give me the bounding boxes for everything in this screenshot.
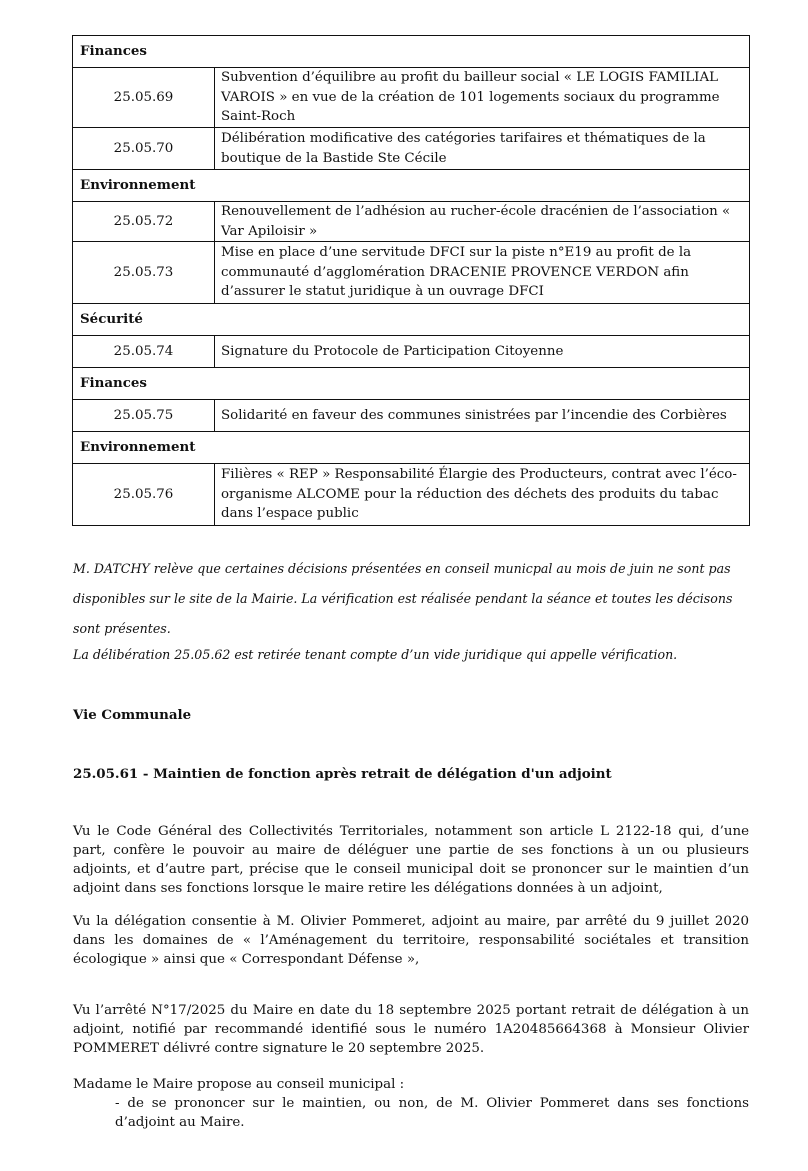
table-row (73, 242, 750, 304)
note-withdrawn-deliberation: La délibération 25.05.62 est retirée tenant compte d’un vide juridique qui appelle vérification. (73, 647, 678, 662)
category-row (73, 304, 750, 336)
paragraph-arrete: Vu l’arrêté N°17/2025 du Maire en date du 18 septembre 2025 portant retrait de délégation à un adjoint, notifié par recommandé identifié sous le numéro 1A20485664368 à Monsieur Olivier POMMERET délivré contre signature le 20 septembre 2025. (73, 1003, 749, 1056)
deliberation-title: Filières « REP » Responsabilité Élargie des Producteurs, contrat avec l’éco-organisme ALCOME pour la réduction des déchets des produits du tabac dans l’espace public (215, 464, 750, 526)
table-row (73, 202, 750, 242)
table-row (73, 400, 750, 432)
deliberation-title: Solidarité en faveur des communes sinistrées par l’incendie des Corbières (215, 400, 750, 432)
deliberations-table (72, 35, 750, 526)
deliberation-number: 25.05.76 (73, 464, 215, 526)
category-label: Environnement (73, 170, 750, 202)
category-label: Finances (73, 36, 750, 68)
deliberation-number: 25.05.74 (73, 336, 215, 368)
section-heading: Vie Communale (73, 707, 192, 723)
proposal-intro: Madame le Maire propose au conseil municipal : (73, 1077, 405, 1092)
proposal-item: - de se prononcer sur le maintien, ou non, de M. Olivier Pommeret dans ses fonctions d’adjoint au Maire. (115, 1096, 749, 1130)
paragraph-delegation: Vu la délégation consentie à M. Olivier Pommeret, adjoint au maire, par arrêté du 9 juillet 2020 dans les domaines de « l’Aménagement du territoire, responsabilité sociétales et transition écologique » ainsi que « Correspondant Défense », (73, 914, 749, 967)
deliberation-number: 25.05.75 (73, 400, 215, 432)
category-row (73, 36, 750, 68)
deliberation-title: Signature du Protocole de Participation Citoyenne (215, 336, 750, 368)
deliberation-heading: 25.05.61 - Maintien de fonction après retrait de délégation d'un adjoint (73, 766, 612, 782)
proposal-block (73, 1075, 749, 1132)
table-row (73, 464, 750, 526)
paragraph-code-general: Vu le Code Général des Collectivités Territoriales, notamment son article L 2122-18 qui, d’une part, confère le pouvoir au maire de déléguer une partie de ses fonctions à un ou plusieurs adjoints, et d’autre part, précise que le conseil municipal doit se prononcer sur le maintien d’un adjoint dans ses fonctions lorsque le maire retire les délégations données à un adjoint, (73, 824, 749, 896)
deliberation-number: 25.05.70 (73, 128, 215, 170)
deliberation-title: Délibération modificative des catégories tarifaires et thématiques de la boutique de la Bastide Ste Cécile (215, 128, 750, 170)
category-label: Sécurité (73, 304, 750, 336)
category-row (73, 368, 750, 400)
table-row (73, 336, 750, 368)
table-row (73, 128, 750, 170)
deliberation-number: 25.05.73 (73, 242, 215, 304)
category-label: Finances (73, 368, 750, 400)
category-row (73, 432, 750, 464)
deliberation-title: Mise en place d’une servitude DFCI sur la piste n°E19 au profit de la communauté d’agglomération DRACENIE PROVENCE VERDON afin d’assurer le statut juridique à un ouvrage DFCI (215, 242, 750, 304)
deliberation-number: 25.05.72 (73, 202, 215, 242)
category-row (73, 170, 750, 202)
note-datchy: M. DATCHY relève que certaines décisions présentées en conseil municpal au mois de juin ne sont pas disponibles sur le site de la Mairie. La vérification est réalisée pendant la séance et toutes les décisons sont présentes. (73, 561, 733, 636)
deliberation-number: 25.05.69 (73, 68, 215, 128)
category-label: Environnement (73, 432, 750, 464)
table-row (73, 68, 750, 128)
deliberation-title: Renouvellement de l’adhésion au rucher-école dracénien de l’association « Var Apiloisir » (215, 202, 750, 242)
deliberation-title: Subvention d’équilibre au profit du bailleur social « LE LOGIS FAMILIAL VAROIS » en vue de la création de 101 logements sociaux du programme Saint-Roch (215, 68, 750, 128)
